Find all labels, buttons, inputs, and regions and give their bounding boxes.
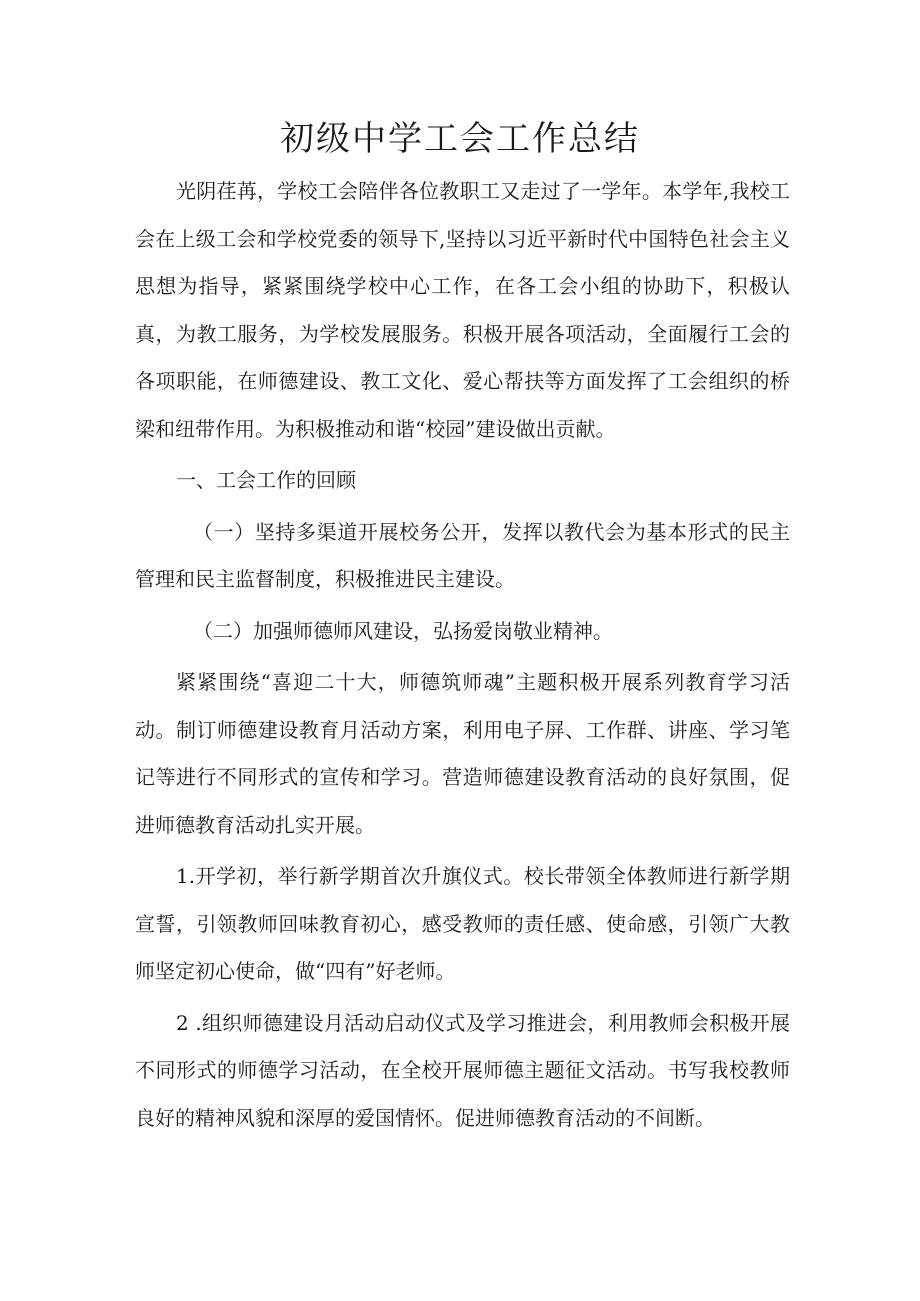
list-item-2-paragraph: 2 .组织师德建设月活动启动仪式及学习推进会，利用教师会积极开展不同形式的师德学习活动，在全校开展师德主题征文活动。书写我校教师良好的精神风貌和深厚的爱国情怀。促进师德教育活动的不间断。 (135, 1010, 790, 1130)
intro-paragraph: 光阴荏苒，学校工会陪伴各位教职工又走过了一学年。本学年,我校工会在上级工会和学校党委的领导下,坚持以习近平新时代中国特色社会主义思想为指导，紧紧围绕学校中心工作，在各工会小组的协助下，积极认真，为教工服务，为学校发展服务。积极开展各项活动，全面履行工会的各项职能，在师德建设、教工文化、爱心帮扶等方面发挥了工会组织的桥梁和纽带作用。为积极推动和谐“校园”建设做出贡献。 (135, 179, 790, 441)
list-item-1-paragraph: 1.开学初，举行新学期首次升旗仪式。校长带领全体教师进行新学期宣誓，引领教师回味教育初心，感受教师的责任感、使命感，引领广大教师坚定初心使命，做“四有”好老师。 (135, 864, 790, 983)
document-title: 初级中学工会工作总结 (280, 119, 640, 159)
document-body (135, 168, 790, 1142)
subsection-1-paragraph: （一）坚持多渠道开展校务公开，发挥以教代会为基本形式的民主管理和民主监督制度，积极推进民主建设。 (135, 519, 790, 591)
ethics-activity-paragraph: 紧紧围绕“喜迎二十大，师德筑师魂”主题积极开展系列教育学习活动。制订师德建设教育月活动方案，利用电子屏、工作群、讲座、学习笔记等进行不同形式的宣传和学习。营造师德建设教育活动的良好氛围，促进师德教育活动扎实开展。 (135, 670, 790, 837)
section-heading: 一、工会工作的回顾 (176, 468, 356, 492)
subsection-2-heading: （二）加强师德师风建设，弘扬爱岗敬业精神。 (193, 618, 613, 643)
